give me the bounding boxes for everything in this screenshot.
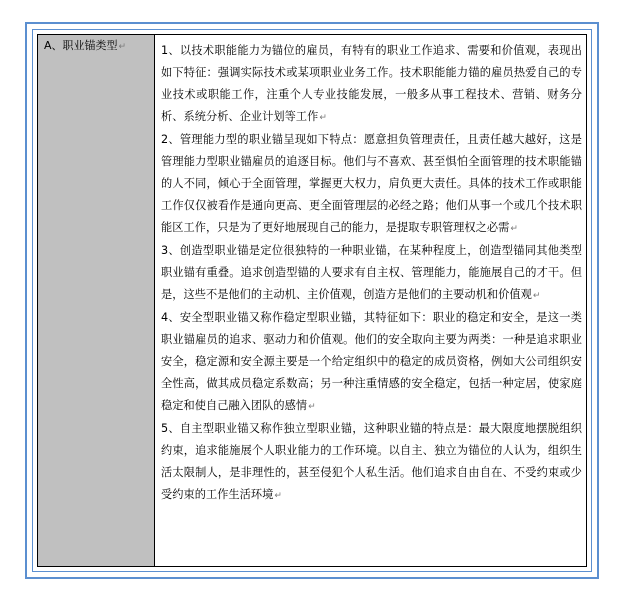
paragraph-mark-icon: ↵ xyxy=(274,491,282,501)
inner-frame xyxy=(32,29,592,572)
category-label: A、职业锚类型 xyxy=(44,39,118,52)
category-cell xyxy=(38,35,155,566)
document-table xyxy=(37,34,587,567)
outer-frame xyxy=(25,22,599,579)
paragraph-mark-icon: ↵ xyxy=(532,291,541,301)
paragraph-mark-icon: ↵ xyxy=(118,42,127,52)
paragraph-text: 2、管理能力型的职业锚呈现如下特点：愿意担负管理责任，且责任越大越好，这是管理能力型职业锚雇员的追逐目标。他们与不喜欢、甚至惧怕全面管理的技术职能锚的人不同，倾心于全面管理，掌握更大权力，肩负更大责任。具体的技术工作或职能工作仅仅被看作是通向更高、更全面管理层的必经之路；他们从事一个或几个技术职能区工作，只是为了更好地展现自己的能力，是提取专职管理权之必需 xyxy=(161,133,582,234)
content-cell xyxy=(155,35,586,566)
paragraph-text: 4、安全型职业锚又称作稳定型职业锚，其特征如下：职业的稳定和安全，是这一类职业锚雇员的追求、驱动力和价值观。他们的安全取向主要为两类：一种是追求职业安全，稳定源和安全源主要是一个给定组织中的稳定的成员资格，例如大公司组织安全性高，做其成员稳定系数高；另一种注重情感的安全稳定，包括一种定居，使家庭稳定和使自己融入团队的感情 xyxy=(161,311,582,412)
paragraph-text: 5、自主型职业锚又称作独立型职业锚，这种职业锚的特点是：最大限度地摆脱组织约束，追求能施展个人职业能力的工作环境。以自主、独立为锚位的人认为，组织生活太限制人，是非理性的，甚至侵犯个人私生活。他们追求自由自在、不受约束或少受约束的工作生活环境 xyxy=(161,422,582,501)
paragraph-mark-icon: ↵ xyxy=(308,402,316,412)
paragraph-2 xyxy=(161,129,582,240)
paragraph-4 xyxy=(161,307,582,418)
paragraph-1 xyxy=(161,40,582,129)
paragraph-5 xyxy=(161,418,582,507)
paragraph-mark-icon: ↵ xyxy=(319,113,327,123)
paragraph-3 xyxy=(161,240,582,307)
paragraph-mark-icon: ↵ xyxy=(510,224,518,234)
paragraph-text: 1、以技术职能能力为锚位的雇员，有特有的职业工作追求、需要和价值观，表现出如下特征：强调实际技术或某项职业业务工作。技术职能能力锚的雇员热爱自己的专业技术或职能工作，注重个人专业技能发展，一般多从事工程技术、营销、财务分析、系统分析、企业计划等工作 xyxy=(161,44,582,123)
paragraph-text: 3、创造型职业锚是定位很独特的一种职业锚，在某种程度上，创造型锚同其他类型职业锚有重叠。追求创造型锚的人要求有自主权、管理能力，能施展自己的才干。但是，这些不是他们的主动机、主价值观，创造方是他们的主要动机和价值观 xyxy=(161,244,582,301)
